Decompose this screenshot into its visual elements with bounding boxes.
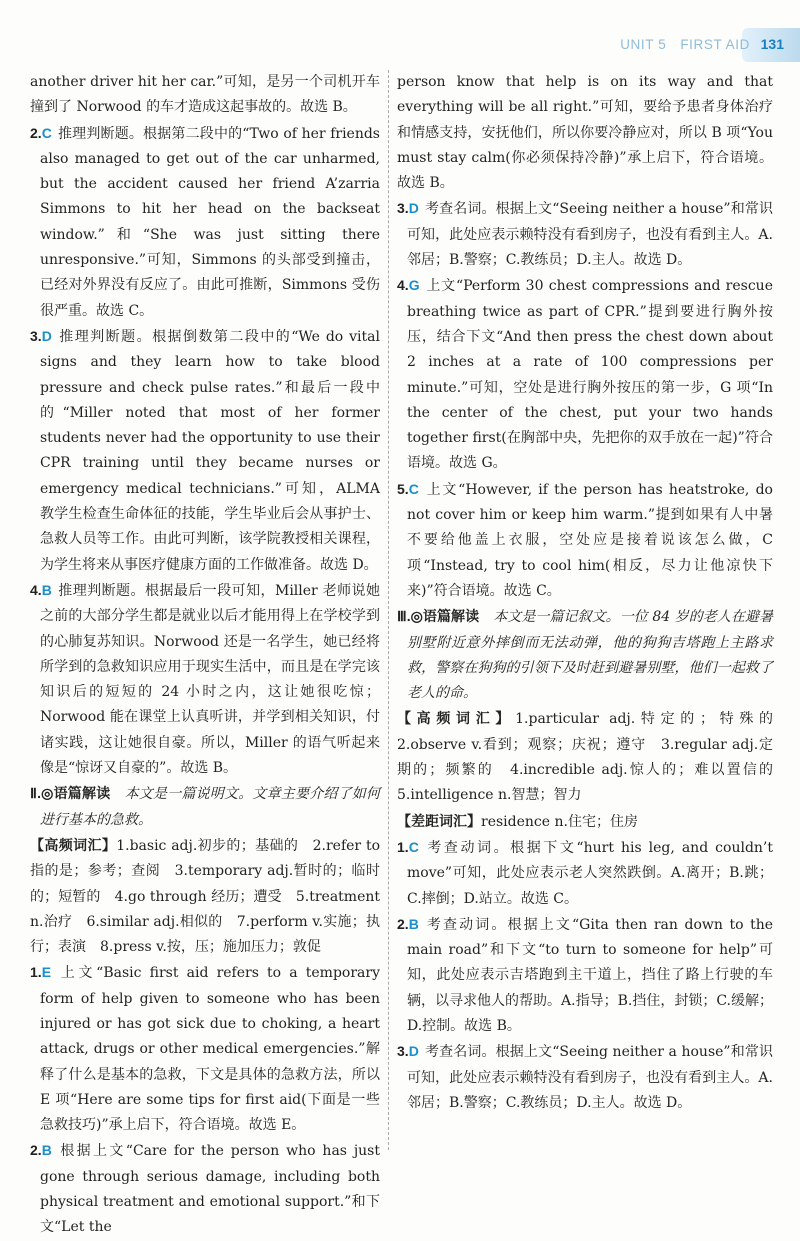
answer-letter: B (41, 581, 52, 598)
answer-explanation: 推理判断题。根据最后一段可知，Miller 老师说她之前的大部分学生都是就业以后才能用得上在学校学到的心肺复苏知识。Norwood 还是一名学生，她已经将所学到的急救知识应用于现实生活中，而且是在学完该知识后的短短的 24 小时之内，这让她很吃惊；Norwood 能在课堂上认真听讲，并学到相关知识，付诸实践，这让她很自豪。所以，Miller 的语气听起来像是“惊讶又自豪的”。故选 B。 (40, 582, 380, 777)
vocab-tag: 【差距词汇】 (397, 812, 481, 829)
answer-letter: D (408, 200, 419, 217)
answer-explanation: 根据上文“Care for the person who has just gone through serious damage, including both physical treatment and emotional support.”和下文“Let the (40, 1143, 380, 1236)
answer-letter: C (408, 480, 419, 497)
answer-letter: D (41, 327, 52, 344)
answer-item: 2.C 推理判断题。根据第二段中的“Two of her friends also managed to get out of the car unharmed, but the accident caused her friend A’zarria Simmons to hit her head on the backseat window.”和“She was just sitting there unresponsive.”可知，Simmons 的头部受到撞击，已经对外界没有反应了。由此可推断，Simmons 受伤很严重。故选 C。 (30, 124, 380, 319)
answer-explanation: 上文“Perform 30 chest compressions and rescue breathing twice as part of CPR.”提到要进行胸外按压，结合下文“And then press the chest down about 2 inches at a rate of 100 compressions per minute.”可知，空处是进行胸外按压的第一步，G 项“In the center of the chest, put your two hands together first(在胸部中央，先把你的双手放在一起)”符合语境。故选 G。 (407, 278, 773, 472)
answer-explanation: 上文“However, if the person has heatstroke, do not cover him or keep him warm.”提到如果有人中暑不要给他盖上衣服，空处应是接着说该怎么做，C 项“Instead, try to cool him(相反，尽力让他凉快下来)”符合语境。故选 C。 (407, 481, 773, 599)
answer-letter: B (41, 1142, 52, 1159)
vocab-list: 1.basic adj.初步的；基础的 2.refer to 指的是；参考；查阅 3.temporary adj.暂时的；临时的；短暂的 4.go through 经历；遭受 5.treatment n.治疗 6.similar adj.相似的 7.perform v.实施；执行；表演 8.press v.按，压；施加压力；敦促 (30, 837, 381, 956)
answer-explanation: 考查名词。根据上文“Seeing neither a house”和常识可知，此处应表示赖特没有看到房子，也没有看到主人。A.邻居；B.警察；C.教练员；D.主人。故选 D。 (407, 201, 773, 269)
section-heading (30, 781, 380, 833)
answer-item: 4.G 上文“Perform 30 chest compressions and rescue breathing twice as part of CPR.”提到要进行胸外按压，结合下文“And then press the chest down about 2 inches at a rate of 100 compressions per minute.”可知，空处是进行胸外按压的第一步，G 项“In the center of the chest, put your two hands together first(在胸部中央，先把你的双手放在一起)”符合语境。故选 G。 (397, 277, 773, 472)
vocab-block (30, 833, 380, 960)
answer-item: 4.B 推理判断题。根据最后一段可知，Miller 老师说她之前的大部分学生都是就业以后才能用得上在学校学到的心肺复苏知识。Norwood 还是一名学生，她已经将所学到的急救知识应用于现实生活中，而且是在学完该知识后的短短的 24 小时之内，这让她很吃惊；Norwood 能在课堂上认真听讲，并学到相关知识，付诸实践，这让她很自豪。所以，Miller 的语气听起来像是“惊讶又自豪的”。故选 B。 (30, 581, 380, 777)
answer-letter: D (408, 1043, 419, 1060)
answer-item: 1.C 考查动词。根据下文“hurt his leg, and couldn’t move”可知，此处应表示老人突然跌倒。A.离开；B.跳；C.摔倒；D.站立。故选 C。 (397, 838, 773, 907)
section-label: Ⅱ.◎语篇解读 (30, 785, 111, 802)
left-column (30, 70, 380, 1241)
page-header (0, 0, 800, 66)
answer-explanation: 考查动词。根据下文“hurt his leg, and couldn’t move”可知，此处应表示老人突然跌倒。A.离开；B.跳；C.摔倒；D.站立。故选 C。 (407, 839, 773, 907)
answer-item: 2.B 根据上文“Care for the person who has just gone through serious damage, including both physical treatment and emotional support.”和下文“Let the (30, 1142, 380, 1236)
answer-explanation: 推理判断题。根据倒数第二段中的“We do vital signs and they learn how to take blood pressure and check pulse rates.”和最后一段中的“Miller noted that most of her former students never had the opportunity to use their CPR training until they became nurses or emergency medical technicians.”可知，ALMA 教学生检查生命体征的技能，学生毕业后会从事护士、急救人员等工作。由此可判断，该学院教授相关课程，为学生将来从事医疗健康方面的工作做准备。故选 D。 (40, 328, 380, 573)
section-summary: 本文是一篇记叙文。一位 84 岁的老人在避暑别墅附近意外摔倒而无法动弹，他的狗狗吉塔跑上主路求救，警察在狗狗的引领下及时赶到避暑别墅，他们一起救了老人的命。 (407, 609, 773, 702)
answer-item: 3.D 推理判断题。根据倒数第二段中的“We do vital signs and they learn how to take blood pressure and check pulse rates.”和最后一段中的“Miller noted that most of her former students never had the opportunity to use their CPR training until they became nurses or emergency medical technicians.”可知，ALMA 教学生检查生命体征的技能，学生毕业后会从事护士、急救人员等工作。由此可判断，该学院教授相关课程，为学生将来从事医疗健康方面的工作做准备。故选 D。 (30, 327, 380, 573)
answer-explanation: 推理判断题。根据第二段中的“Two of her friends also managed to get out of the car unharmed, but the accident caused her friend A’zarria Simmons to hit her head on the backseat window.”和“She was just sitting there unresponsive.”可知，Simmons 的头部受到撞击，已经对外界没有反应了。由此可推断，Simmons 受伤很严重。故选 C。 (40, 125, 380, 319)
vocab-list: residence n.住宅；住房 (481, 813, 638, 830)
answer-explanation: 上文“Basic first aid refers to a temporary form of help given to someone who has been injured or has got sick due to choking, a heart attack, drugs or other medical emergencies.”解释了什么是基本的急救，下文是具体的急救方法，所以 E 项“Here are some tips for first aid(下面是一些急救技巧)”承上启下，符合语境。故选 E。 (40, 965, 380, 1134)
vocab-list: 1.particular adj.特定的；特殊的 2.observe v.看到；观察；庆祝；遵守 3.regular adj.定期的；频繁的 4.incredible adj.惊人的；难以置信的 5.intelligence n.智慧；智力 (397, 711, 788, 804)
page-number: 131 (760, 36, 784, 52)
answer-item: 3.D 考查名词。根据上文“Seeing neither a house”和常识可知，此处应表示赖特没有看到房子，也没有看到主人。A.邻居；B.警察；C.教练员；D.主人。故选 D。 (397, 1043, 773, 1111)
answer-explanation: 考查动词。根据上文“Gita then ran down to the main road”和下文“to turn to someone for help”可知，此处应表示吉塔跑到主干道上，挡住了路上行驶的车辆，以寻求他人的帮助。A.指导；B.挡住，封锁；C.缓解；D.控制。故选 B。 (407, 916, 773, 1034)
answer-letter: B (408, 915, 419, 932)
unit-title: FIRST AID (680, 37, 750, 52)
continued-paragraph: another driver hit her car.”可知，是另一个司机开车撞到了 Norwood 的车才造成这起事故的。故选 B。 (30, 74, 380, 116)
answer-item: 1.E 上文“Basic first aid refers to a temporary form of help given to someone who has been injured or has got sick due to choking, a heart attack, drugs or other medical emergencies.”解释了什么是基本的急救，下文是具体的急救方法，所以 E 项“Here are some tips for first aid(下面是一些急救技巧)”承上启下，符合语境。故选 E。 (30, 964, 380, 1134)
vocab-block (397, 706, 788, 808)
answer-letter: C (408, 838, 419, 855)
answer-item: 3.D 考查名词。根据上文“Seeing neither a house”和常识可知，此处应表示赖特没有看到房子，也没有看到主人。A.邻居；B.警察；C.教练员；D.主人。故选 D。 (397, 200, 773, 269)
running-head (620, 37, 750, 52)
column-divider (388, 70, 389, 1150)
section-label: Ⅲ.◎语篇解读 (397, 608, 480, 625)
section-heading (397, 604, 773, 706)
vocab-tag: 【高频词汇】 (30, 836, 117, 853)
section-summary: 本文是一篇说明文。文章主要介绍了如何进行基本的急救。 (40, 786, 381, 828)
answer-item: 5.C 上文“However, if the person has heatstroke, do not cover him or keep him warm.”提到如果有人中暑不要给他盖上衣服，空处应是接着说该怎么做，C 项“Instead, try to cool him(相反，尽力让他凉快下来)”符合语境。故选 C。 (397, 480, 773, 599)
answer-letter: C (41, 124, 52, 141)
answer-letter: E (41, 964, 52, 981)
answer-letter: G (408, 277, 420, 294)
right-column (397, 70, 788, 1116)
vocab-block (397, 809, 773, 835)
vocab-tag: 【高频词汇】 (397, 710, 516, 727)
answer-explanation: 考查名词。根据上文“Seeing neither a house”和常识可知，此处应表示赖特没有看到房子，也没有看到主人。A.邻居；B.警察；C.教练员；D.主人。故选 D。 (407, 1044, 773, 1111)
continued-paragraph: person know that help is on its way and that everything will be all right.”可知，要给予患者身体治疗和情感支持，安抚他们，所以你要冷静应对，所以 B 项“You must stay calm(你必须保持冷静)”承上启下，符合语境。故选 B。 (397, 74, 773, 192)
answer-item: 2.B 考查动词。根据上文“Gita then ran down to the main road”和下文“to turn to someone for help”可知，此处应表示吉塔跑到主干道上，挡住了路上行驶的车辆，以寻求他人的帮助。A.指导；B.挡住，封锁；C.缓解；D.控制。故选 B。 (397, 915, 773, 1034)
unit-label: UNIT 5 (620, 37, 667, 52)
